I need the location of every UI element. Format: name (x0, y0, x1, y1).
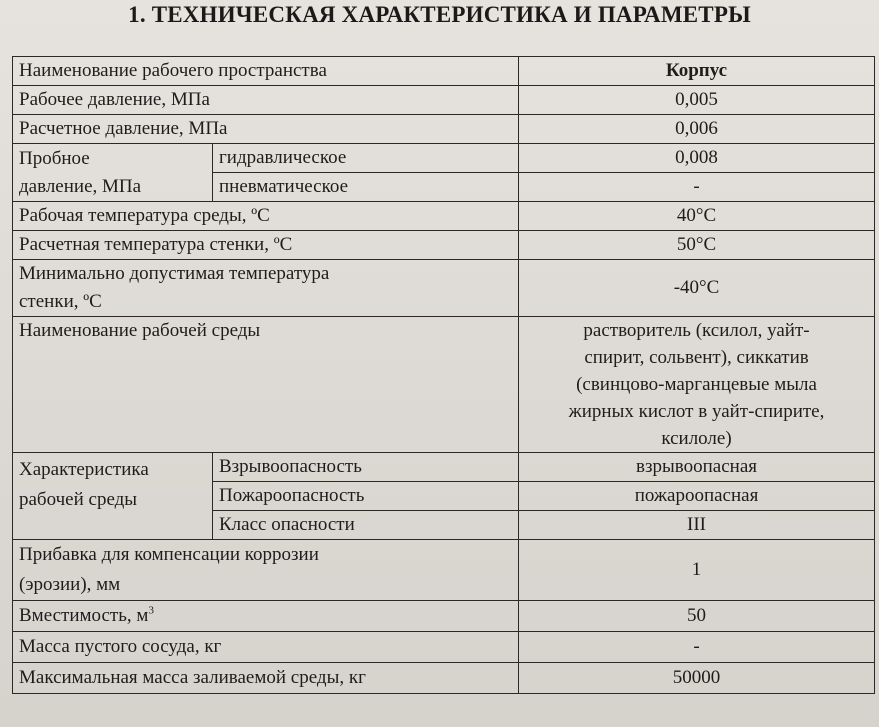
table-row (13, 86, 875, 115)
cell-label: Расчетное давление, МПа (13, 115, 519, 144)
label-line: давление, МПа (19, 175, 142, 197)
spec-table (12, 56, 875, 694)
cell-label: Рабочее давление, МПа (13, 86, 519, 115)
value-line: (свинцово-марганцевые мыла (576, 374, 817, 395)
cell-value: 0,005 (519, 86, 875, 115)
cell-label (13, 540, 519, 601)
table-row (13, 57, 875, 86)
label-line: рабочей среды (19, 489, 138, 510)
cell-sublabel: Взрывоопасность (213, 453, 519, 482)
cell-label: Максимальная масса заливаемой среды, кг (13, 663, 519, 694)
cell-value: - (519, 632, 875, 663)
cell-sublabel: Класс опасности (213, 511, 519, 540)
table-row (13, 231, 875, 260)
table-row (13, 663, 875, 694)
cell-value (519, 317, 875, 453)
cell-value: 0,008 (519, 144, 875, 173)
table-row (13, 260, 875, 317)
label-line: (эрозии), мм (19, 574, 121, 595)
table-row (13, 115, 875, 144)
cell-value: 1 (519, 540, 875, 601)
label-superscript: 3 (148, 604, 154, 617)
table-row (13, 144, 875, 173)
label-line: Прибавка для компенсации коррозии (19, 544, 319, 565)
cell-value: пожароопасная (519, 482, 875, 511)
table-row (13, 540, 875, 601)
value-line: ксилоле) (661, 428, 732, 449)
cell-value: взрывоопасная (519, 453, 875, 482)
cell-sublabel: гидравлическое (213, 144, 519, 173)
table-row (13, 601, 875, 632)
label-line: Пробное (19, 147, 90, 169)
cell-label: Масса пустого сосуда, кг (13, 632, 519, 663)
cell-label: Расчетная температура стенки, ºС (13, 231, 519, 260)
cell-value: -40°С (519, 260, 875, 317)
cell-label (13, 453, 213, 540)
table-row (13, 317, 875, 453)
cell-value: 0,006 (519, 115, 875, 144)
cell-label (13, 601, 519, 632)
value-line: спирит, сольвент), сиккатив (584, 347, 809, 368)
table-row (13, 202, 875, 231)
section-title: 1. ТЕХНИЧЕСКАЯ ХАРАКТЕРИСТИКА И ПАРАМЕТРЫ (128, 2, 751, 27)
cell-value: 50°С (519, 231, 875, 260)
cell-value: - (519, 173, 875, 202)
table-row (13, 632, 875, 663)
cell-sublabel: Пожароопасность (213, 482, 519, 511)
cell-sublabel: пневматическое (213, 173, 519, 202)
cell-value: 50000 (519, 663, 875, 694)
cell-label (13, 144, 213, 202)
cell-value: 50 (519, 601, 875, 632)
value-line: растворитель (ксилол, уайт- (583, 320, 810, 341)
table-row (13, 453, 875, 482)
cell-label: Наименование рабочего пространства (13, 57, 519, 86)
cell-label (13, 260, 519, 317)
cell-label: Рабочая температура среды, ºС (13, 202, 519, 231)
label-line: Минимально допустимая температура (19, 263, 330, 284)
cell-value: 40°С (519, 202, 875, 231)
label-line: Характеристика (19, 459, 149, 480)
value-line: жирных кислот в уайт-спирите, (568, 401, 825, 422)
cell-value: III (519, 511, 875, 540)
cell-value: Корпус (519, 57, 875, 86)
cell-label: Наименование рабочей среды (13, 317, 519, 453)
label-text: Вместимость, м (19, 605, 149, 626)
label-line: стенки, ºС (19, 291, 102, 312)
